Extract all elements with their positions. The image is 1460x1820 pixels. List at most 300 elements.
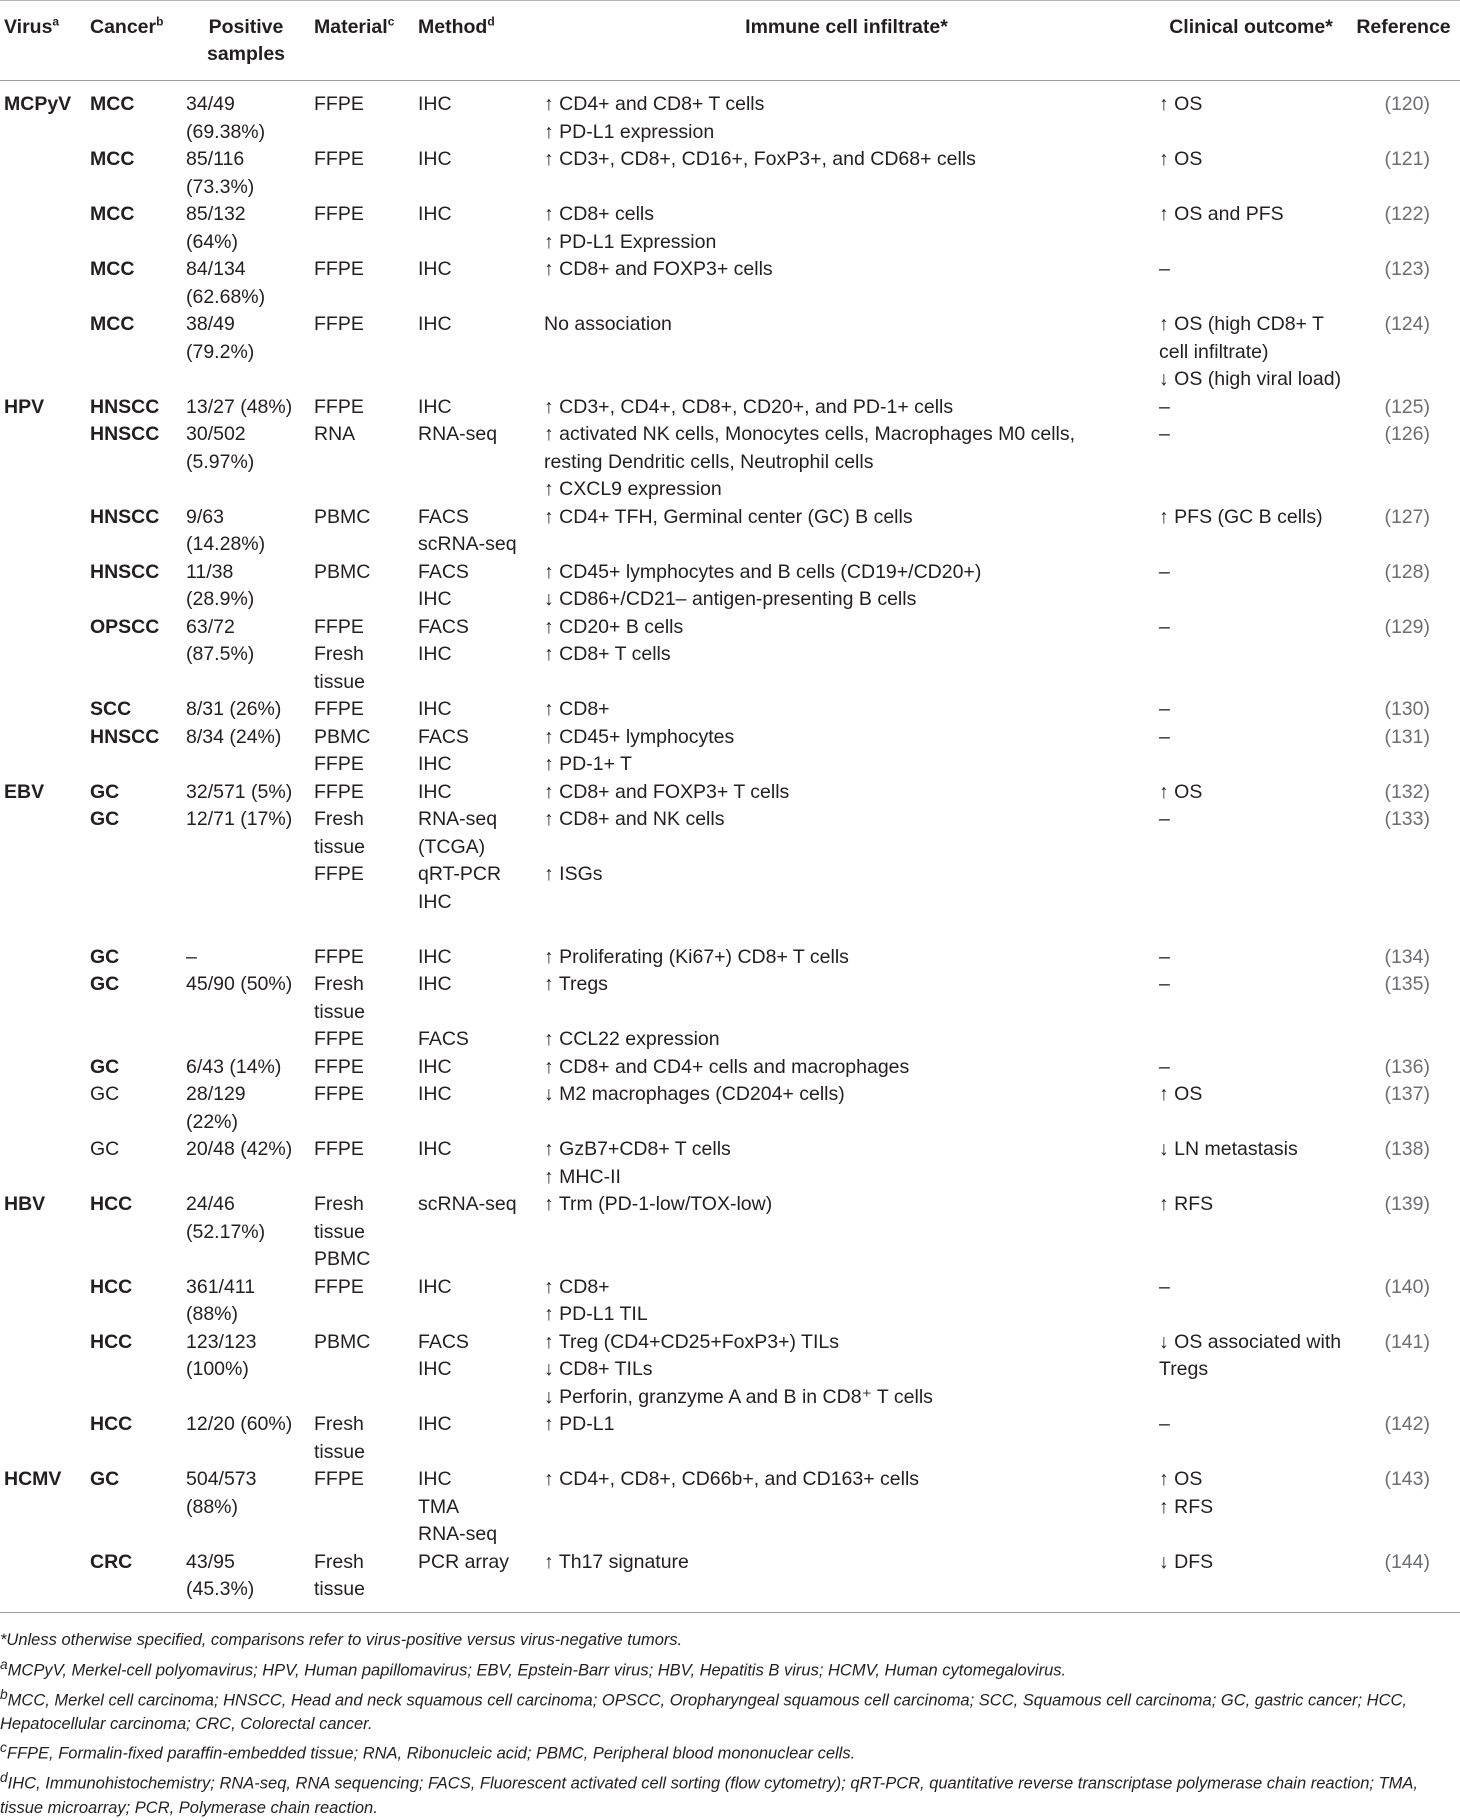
method-cell (414, 1274, 538, 1329)
table-row (0, 806, 1460, 944)
positive-samples-line: (22%) (186, 1110, 239, 1133)
material-cell (310, 1191, 414, 1274)
virus-cell (0, 1329, 86, 1412)
footnote-a: $^a$MCPyV, Merkel-cell polyomavirus; HPV, Human papillomavirus; EBV, Epstein-Barr virus; HBV, Hepatitis B virus; HCMV, Human cytomegalovirus. (0, 1656, 1067, 1680)
reference-cell: (133) (1384, 808, 1430, 830)
method-cell (414, 944, 538, 972)
clinical-outcome-line: – (1159, 808, 1170, 830)
header-reference: Reference (1356, 16, 1451, 38)
material-cell (310, 559, 414, 614)
clinical-outcome-cell (1155, 971, 1347, 1054)
method-line: IHC (418, 1275, 452, 1298)
cancer-cell: HCC (90, 1330, 133, 1353)
positive-samples-line: 38/49 (186, 313, 235, 335)
immune-infiltrate-cell (538, 504, 1155, 559)
material-line: FFPE (314, 698, 364, 720)
clinical-outcome-cell (1155, 614, 1347, 697)
positive-samples-line: 361/411 (186, 1275, 256, 1298)
material-line: FFPE (314, 93, 364, 115)
cancer-cell: HNSCC (90, 505, 160, 528)
immune-infiltrate-line: ↑ CD8+ and FOXP3+ T cells (544, 780, 790, 803)
material-line: tissue (314, 1440, 365, 1463)
positive-samples-line: 9/63 (186, 505, 224, 528)
material-cell (310, 1054, 414, 1082)
method-line: IHC (418, 698, 452, 720)
header-clinical-outcome: Clinical outcome* (1169, 16, 1333, 38)
method-line: IHC (418, 973, 452, 995)
immune-infiltrate-line: ↑ CD8+ and CD4+ cells and macrophages (544, 1055, 910, 1078)
method-cell (414, 311, 538, 394)
positive-samples-cell (182, 146, 310, 201)
method-line: IHC (418, 313, 452, 335)
virus-cell: HBV (4, 1193, 46, 1215)
immune-infiltrate-line: ↑ CXCL9 expression (544, 478, 722, 500)
positive-samples-cell (182, 256, 310, 311)
virus-cell (0, 944, 86, 972)
immune-infiltrate-line: ↑ activated NK cells, Monocytes cells, Macrophages M0 cells, (544, 423, 1076, 445)
clinical-outcome-line: ↑ PFS (GC B cells) (1159, 505, 1323, 528)
positive-samples-cell (182, 81, 310, 147)
immune-infiltrate-cell (538, 1136, 1155, 1191)
positive-samples-line: 30/502 (186, 423, 246, 445)
positive-samples-line: 8/31 (26%) (186, 698, 282, 720)
immune-infiltrate-line: ↑ CD45+ lymphocytes (544, 725, 735, 748)
footnote-b: $^b$MCC, Merkel cell carcinoma; HNSCC, Head and neck squamous cell carcinoma; OPSCC, Oropharyngeal squamous cell carcinoma; SCC, Squamous cell carcinoma; GC, gastric cancer; HCC, Hepatocellular carcinoma; CRC, Colorectal cancer. (0, 1686, 1407, 1733)
clinical-outcome-line: – (1159, 1413, 1170, 1435)
material-cell (310, 81, 414, 147)
positive-samples-line: 28/129 (186, 1083, 246, 1105)
material-cell (310, 1411, 414, 1466)
method-cell (414, 1549, 538, 1613)
positive-samples-cell (182, 971, 310, 1054)
immune-infiltrate-line: ↑ CD45+ lymphocytes and B cells (CD19+/CD20+) (544, 560, 982, 583)
clinical-outcome-line: – (1159, 560, 1170, 583)
table-row (0, 971, 1460, 1054)
cancer-cell: GC (90, 1083, 120, 1105)
header-row (0, 1, 1460, 81)
cancer-cell: MCC (90, 258, 135, 280)
method-cell (414, 1466, 538, 1549)
reference-cell: (123) (1384, 258, 1430, 280)
immune-infiltrate-line: ↓ Perforin, granzyme A and B in CD8⁺ T cells (544, 1385, 933, 1408)
table-row (0, 779, 1460, 807)
method-line (418, 999, 534, 1027)
cancer-cell: HCC (90, 1413, 133, 1435)
table-row (0, 1274, 1460, 1329)
positive-samples-cell (182, 696, 310, 724)
clinical-outcome-cell (1155, 559, 1347, 614)
positive-samples-cell (182, 504, 310, 559)
immune-infiltrate-cell (538, 696, 1155, 724)
positive-samples-line: (87.5%) (186, 643, 255, 665)
table-row (0, 1136, 1460, 1191)
material-line: FFPE (314, 1138, 364, 1160)
positive-samples-line: 63/72 (186, 615, 235, 638)
virus-cell: HPV (4, 395, 45, 418)
material-line: FFPE (314, 1275, 364, 1298)
material-cell (310, 696, 414, 724)
reference-cell: (138) (1384, 1138, 1430, 1160)
material-line: PBMC (314, 560, 371, 583)
clinical-outcome-line: ↑ OS and PFS (1159, 203, 1284, 225)
immune-infiltrate-line: ↑ Trm (PD-1-low/TOX-low) (544, 1193, 773, 1215)
cancer-cell: HNSCC (90, 395, 160, 418)
clinical-outcome-cell (1155, 256, 1347, 311)
table-row (0, 944, 1460, 972)
material-line: tissue (314, 835, 365, 858)
positive-samples-line: (52.17%) (186, 1220, 266, 1243)
immune-infiltrate-cell (538, 614, 1155, 697)
method-line: FACS (418, 560, 469, 583)
material-line: Fresh (314, 1413, 364, 1435)
positive-samples-cell (182, 1081, 310, 1136)
clinical-outcome-line: ↑ OS (1159, 780, 1203, 803)
table-header (0, 1, 1460, 81)
virus-cell (0, 696, 86, 724)
positive-samples-line: 12/20 (60%) (186, 1413, 293, 1435)
immune-infiltrate-cell (538, 1274, 1155, 1329)
immune-infiltrate-cell (538, 421, 1155, 504)
table-footnotes (0, 1629, 1460, 1820)
immune-infiltrate-cell (538, 1081, 1155, 1136)
clinical-outcome-line: ↓ OS associated with (1159, 1330, 1342, 1353)
clinical-outcome-cell (1155, 724, 1347, 779)
clinical-outcome-cell (1155, 1411, 1347, 1466)
table-row (0, 696, 1460, 724)
cancer-cell: MCC (90, 148, 135, 170)
cancer-cell: SCC (90, 698, 132, 720)
positive-samples-cell (182, 1136, 310, 1191)
method-line: qRT-PCR (418, 863, 502, 885)
material-cell (310, 724, 414, 779)
table-row (0, 724, 1460, 779)
clinical-outcome-line: Tregs (1159, 1358, 1209, 1380)
clinical-outcome-line: – (1159, 395, 1170, 418)
clinical-outcome-cell (1155, 1329, 1347, 1412)
clinical-outcome-line: – (1159, 973, 1170, 995)
immune-infiltrate-cell (538, 1549, 1155, 1613)
immune-infiltrate-cell (538, 779, 1155, 807)
positive-samples-cell (182, 1054, 310, 1082)
method-line: IHC (418, 753, 452, 775)
method-line: IHC (418, 258, 452, 280)
material-line: FFPE (314, 615, 364, 638)
cancer-cell: GC (90, 973, 120, 995)
cancer-cell: MCC (90, 313, 135, 335)
reference-cell: (140) (1384, 1275, 1430, 1298)
material-line (314, 889, 410, 917)
reference-cell: (132) (1384, 780, 1430, 803)
material-line: FFPE (314, 313, 364, 335)
cancer-cell: CRC (90, 1550, 133, 1573)
material-line: Fresh (314, 1193, 364, 1215)
clinical-outcome-cell (1155, 1549, 1347, 1613)
immune-infiltrate-cell (538, 1329, 1155, 1412)
immune-infiltrate-line: ↓ M2 macrophages (CD204+ cells) (544, 1083, 845, 1105)
method-cell (414, 394, 538, 422)
method-line: IHC (418, 890, 452, 913)
reference-cell: (144) (1384, 1550, 1430, 1573)
positive-samples-line: (100%) (186, 1358, 249, 1380)
reference-cell: (137) (1384, 1083, 1430, 1105)
immune-infiltrate-cell (538, 201, 1155, 256)
clinical-outcome-line: cell infiltrate) (1159, 340, 1269, 363)
method-line: IHC (418, 945, 452, 968)
positive-samples-cell (182, 614, 310, 697)
positive-samples-cell (182, 1191, 310, 1274)
cancer-cell: GC (90, 1468, 120, 1490)
positive-samples-line: (28.9%) (186, 588, 255, 610)
positive-samples-line: 20/48 (42%) (186, 1138, 293, 1160)
clinical-outcome-line: ↓ DFS (1159, 1550, 1214, 1573)
material-line: tissue (314, 670, 365, 693)
cancer-cell: GC (90, 1055, 120, 1078)
clinical-outcome-line: – (1159, 258, 1170, 280)
method-cell (414, 1329, 538, 1412)
immune-infiltrate-cell (538, 1411, 1155, 1466)
method-line: IHC (418, 1358, 452, 1380)
virus-cell (0, 146, 86, 201)
clinical-outcome-line: ↑ OS (1159, 93, 1203, 115)
material-line: FFPE (314, 395, 364, 418)
method-line: scRNA-seq (418, 533, 517, 555)
material-cell (310, 1329, 414, 1412)
table-row (0, 256, 1460, 311)
cancer-cell: HNSCC (90, 560, 160, 583)
immune-infiltrate-line: ↑ GzB7+CD8+ T cells (544, 1138, 731, 1160)
positive-samples-line: (69.38%) (186, 120, 266, 143)
material-cell (310, 971, 414, 1054)
material-cell (310, 311, 414, 394)
material-line: tissue (314, 1220, 365, 1243)
positive-samples-line: 85/116 (186, 148, 245, 170)
method-cell (414, 696, 538, 724)
clinical-outcome-line: – (1159, 725, 1170, 748)
method-line: IHC (418, 148, 452, 170)
virus-cell: HCMV (4, 1468, 62, 1490)
positive-samples-cell (182, 421, 310, 504)
positive-samples-line: 8/34 (24%) (186, 725, 282, 748)
positive-samples-line: 32/571 (5%) (186, 780, 293, 803)
immune-infiltrate-cell (538, 394, 1155, 422)
material-line: FFPE (314, 1055, 364, 1078)
material-cell (310, 256, 414, 311)
virus-cell (0, 256, 86, 311)
immune-infiltrate-line (544, 834, 1151, 862)
clinical-outcome-cell (1155, 696, 1347, 724)
reference-cell: (135) (1384, 973, 1430, 995)
material-line: FFPE (314, 203, 364, 225)
reference-cell: (131) (1384, 725, 1430, 748)
virus-cell: MCPyV (4, 93, 72, 115)
positive-samples-line: 45/90 (50%) (186, 973, 293, 995)
clinical-outcome-line: – (1159, 615, 1170, 638)
immune-infiltrate-line: ↑ MHC-II (544, 1165, 621, 1188)
material-cell (310, 1549, 414, 1613)
immune-infiltrate-line: ↑ CD20+ B cells (544, 615, 684, 638)
table-row (0, 201, 1460, 256)
cancer-cell: GC (90, 780, 120, 803)
immune-infiltrate-cell (538, 559, 1155, 614)
cancer-cell: HCC (90, 1275, 133, 1298)
material-line: PBMC (314, 725, 371, 748)
material-cell (310, 1466, 414, 1549)
immune-infiltrate-line: ↓ CD8+ TILs (544, 1358, 653, 1380)
reference-cell: (134) (1384, 945, 1430, 968)
material-line: PBMC (314, 1248, 371, 1270)
material-line: FFPE (314, 945, 364, 968)
clinical-outcome-line: ↑ OS (high CD8+ T (1159, 313, 1324, 335)
method-cell (414, 256, 538, 311)
reference-cell: (139) (1384, 1193, 1430, 1215)
positive-samples-cell (182, 779, 310, 807)
immune-infiltrate-line: resting Dendritic cells, Neutrophil cells (544, 450, 874, 473)
clinical-outcome-line: ↑ RFS (1159, 1495, 1214, 1518)
positive-samples-line: 34/49 (186, 93, 235, 115)
immune-infiltrate-cell (538, 81, 1155, 147)
method-line: IHC (418, 1138, 452, 1160)
method-line: IHC (418, 1055, 452, 1078)
method-line: (TCGA) (418, 835, 486, 858)
material-line: FFPE (314, 780, 364, 803)
immune-infiltrate-line: ↑ CD3+, CD8+, CD16+, FoxP3+, and CD68+ cells (544, 148, 976, 170)
immune-infiltrate-line: ↑ Proliferating (Ki67+) CD8+ T cells (544, 945, 849, 968)
positive-samples-line: 13/27 (48%) (186, 395, 293, 418)
positive-samples-cell (182, 1466, 310, 1549)
immune-infiltrate-line: ↑ PD-L1 (544, 1413, 615, 1435)
immune-infiltrate-line: ↑ Tregs (544, 973, 608, 995)
clinical-outcome-cell (1155, 1274, 1347, 1329)
immune-infiltrate-line (544, 999, 1151, 1027)
table-body (0, 81, 1460, 1613)
method-cell (414, 614, 538, 697)
clinical-outcome-cell (1155, 1191, 1347, 1274)
clinical-outcome-line: ↑ OS (1159, 1468, 1203, 1490)
virus-cell (0, 1274, 86, 1329)
immune-infiltrate-line: ↑ PD-1+ T (544, 753, 632, 775)
method-line: TMA (418, 1495, 460, 1518)
material-line: FFPE (314, 863, 364, 885)
cancer-cell: OPSCC (90, 615, 160, 638)
virus-cell (0, 1054, 86, 1082)
material-cell (310, 944, 414, 972)
material-cell (310, 1081, 414, 1136)
table-row (0, 1191, 1460, 1274)
immune-infiltrate-line: ↑ CCL22 expression (544, 1028, 720, 1050)
immune-infiltrate-line: ↑ Th17 signature (544, 1550, 689, 1573)
positive-samples-line: 6/43 (14%) (186, 1055, 282, 1078)
material-line: Fresh (314, 1550, 364, 1573)
immune-infiltrate-line: ↑ CD8+ cells (544, 203, 654, 225)
material-line: FFPE (314, 753, 364, 775)
method-line: RNA-seq (418, 1523, 498, 1545)
reference-cell: (126) (1384, 423, 1430, 445)
immune-infiltrate-line: ↑ PD-L1 TIL (544, 1303, 648, 1325)
clinical-outcome-cell (1155, 421, 1347, 504)
immune-infiltrate-line: ↑ ISGs (544, 863, 603, 885)
method-cell (414, 146, 538, 201)
material-line: PBMC (314, 505, 371, 528)
material-line: FFPE (314, 1468, 364, 1490)
table-row (0, 1411, 1460, 1466)
positive-samples-line: (79.2%) (186, 340, 255, 363)
immune-infiltrate-cell (538, 806, 1155, 944)
virus-cell (0, 724, 86, 779)
clinical-outcome-cell (1155, 311, 1347, 394)
immune-infiltrate-cell (538, 1054, 1155, 1082)
clinical-outcome-line: – (1159, 1055, 1170, 1078)
positive-samples-cell (182, 944, 310, 972)
method-line: FACS (418, 505, 469, 528)
reference-cell: (121) (1384, 148, 1430, 170)
clinical-outcome-line: – (1159, 698, 1170, 720)
table-row (0, 394, 1460, 422)
positive-samples-line: (88%) (186, 1495, 239, 1518)
method-cell (414, 81, 538, 147)
clinical-outcome-cell (1155, 1054, 1347, 1082)
material-line: FFPE (314, 258, 364, 280)
virus-cell (0, 1411, 86, 1466)
virus-cell (0, 559, 86, 614)
cancer-cell: GC (90, 808, 120, 830)
material-cell (310, 146, 414, 201)
method-line: RNA-seq (418, 808, 498, 830)
positive-samples-line: 84/134 (186, 258, 246, 280)
material-line: FFPE (314, 1083, 364, 1105)
virus-cell (0, 1136, 86, 1191)
method-cell (414, 1411, 538, 1466)
method-line: FACS (418, 615, 469, 638)
positive-samples-line: 123/123 (186, 1330, 257, 1353)
immune-infiltrate-line: ↑ CD8+ and FOXP3+ cells (544, 258, 773, 280)
reference-cell: (125) (1384, 395, 1430, 418)
positive-samples-line: 24/46 (186, 1193, 235, 1215)
method-line: IHC (418, 203, 452, 225)
positive-samples-line: (73.3%) (186, 175, 255, 198)
positive-samples-line: – (186, 945, 197, 968)
positive-samples-cell (182, 1549, 310, 1613)
table-row (0, 1549, 1460, 1613)
method-cell (414, 504, 538, 559)
positive-samples-line: 43/95 (186, 1550, 235, 1573)
cancer-cell: MCC (90, 203, 135, 225)
header-positive-samples: Positive samples (206, 16, 286, 65)
reference-cell: (128) (1384, 560, 1430, 583)
positive-samples-cell (182, 201, 310, 256)
cancer-cell: HNSCC (90, 725, 160, 748)
clinical-outcome-line: – (1159, 1275, 1170, 1298)
virus-cell: EBV (4, 780, 45, 803)
immune-infiltrate-line: ↑ CD8+ (544, 1275, 610, 1298)
positive-samples-cell (182, 724, 310, 779)
material-line: RNA (314, 423, 356, 445)
material-line: Fresh (314, 643, 364, 665)
positive-samples-line: 12/71 (17%) (186, 808, 293, 830)
table-row (0, 1081, 1460, 1136)
cancer-cell: HNSCC (90, 423, 160, 445)
immune-infiltrate-line: ↑ CD8+ (544, 698, 610, 720)
positive-samples-cell (182, 1329, 310, 1412)
clinical-outcome-line: ↑ OS (1159, 1083, 1203, 1105)
reference-cell: (142) (1384, 1413, 1430, 1435)
virus-cell (0, 504, 86, 559)
table-row (0, 146, 1460, 201)
immune-infiltrate-line: ↑ CD8+ and NK cells (544, 808, 725, 830)
clinical-outcome-cell (1155, 81, 1347, 147)
method-line: IHC (418, 1413, 452, 1435)
method-cell (414, 201, 538, 256)
virus-cell (0, 1081, 86, 1136)
